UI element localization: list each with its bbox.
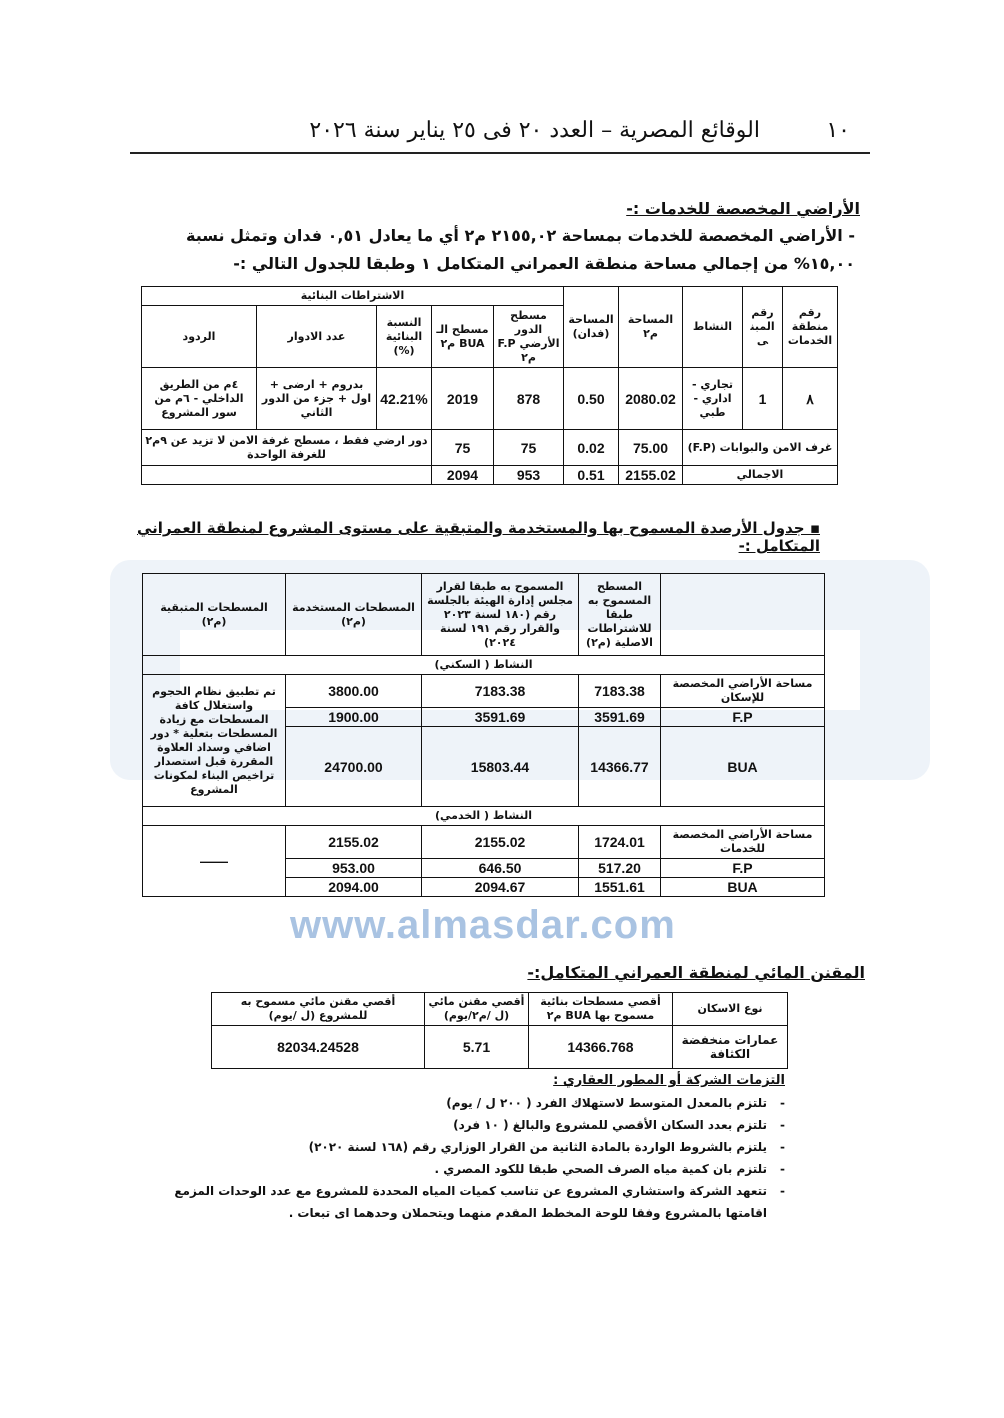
table-total-row [141, 466, 837, 485]
cell: 1551.61 [579, 878, 661, 897]
cell: 646.50 [422, 859, 579, 878]
services-section-label: النشاط ( الخدمي) [143, 807, 825, 826]
col-header: المسموح به طبقا لقرار مجلس إدارة الهيئة بالجلسة رقم (١٨٠ لسنة ٢٠٢٣ والقرار رقم ١٩١ لسنة ٢٠٢٤) [422, 574, 579, 656]
cell: غرف الامن والبوابات (F.P) [683, 430, 838, 466]
cell: 1900.00 [286, 708, 422, 727]
cell: ٤م من الطريق الداخلي - ٦م من سور المشروع [141, 368, 256, 430]
col-header: المساحة (فدان) [564, 287, 619, 368]
balances-table [142, 573, 825, 897]
section-heading-balances: ▪ جدول الأرصدة المسموح بها والمستخدمة والمتبقية على مستوى المشروع لمنطقة العمراني المتكامل :- [137, 519, 820, 555]
cell: 3591.69 [579, 708, 661, 727]
col-header: عدد الادوار [257, 306, 377, 368]
col-header: المسطحات المستخدمة (م٢) [286, 574, 422, 656]
page-header [130, 112, 870, 154]
list-item: - تلتزم بالمعدل المتوسط لاستهلاك الفرد ( ٢٠٠ ل / يوم) [130, 1092, 767, 1114]
cell: 14366.77 [579, 727, 661, 807]
cell: 2155.02 [619, 466, 683, 485]
cell: 5.71 [425, 1026, 529, 1069]
table-row [212, 1026, 788, 1069]
cell: 0.51 [564, 466, 619, 485]
cell: 1 [743, 368, 783, 430]
col-header: رقم المبنى [743, 287, 783, 368]
col-header: مسطح الـ BUA م٢ [432, 306, 494, 368]
cell: ٨ [783, 368, 838, 430]
cell: 0.02 [564, 430, 619, 466]
table-row [143, 826, 825, 859]
section-heading-water: المقنن المائي لمنطقة العمراني المتكامل:- [527, 963, 865, 982]
list-item: - تتعهد الشركة واستشاري المشروع عن تناسب كميات المياه المحددة للمشروع مع عدد الوحدات المزمع اقامتها بالمشروع وفقا للوحة المخطط المقدم منهما ويتحملان وحدهما اى تبعات . [130, 1180, 767, 1224]
table-row [141, 430, 837, 466]
remaining-dash: —— [143, 826, 286, 897]
col-header: مسطح الدور الأرضي F.P م٢ [494, 306, 564, 368]
cell: F.P [661, 708, 825, 727]
cell: 75 [494, 430, 564, 466]
cell: عمارات منخفضة الكثافة [673, 1026, 788, 1069]
cell: 2155.02 [286, 826, 422, 859]
table-row [143, 675, 825, 708]
cell: BUA [661, 878, 825, 897]
gazette-title: الوقائع المصرية – العدد ٢٠ فى ٢٥ يناير سنة ٢٠٢٦ [309, 118, 760, 143]
cell: 2094.67 [422, 878, 579, 897]
cell: 953.00 [286, 859, 422, 878]
col-header: الردود [141, 306, 256, 368]
cell [141, 466, 431, 485]
cell: 3591.69 [422, 708, 579, 727]
cell: مساحة الأراضي المخصصة للخدمات [661, 826, 825, 859]
services-land-table [141, 286, 838, 485]
col-header: المسطح المسموح به طبقا للاشتراطات الاصلية (م٢) [579, 574, 661, 656]
cell: 75.00 [619, 430, 683, 466]
group-header: الاشتراطات البنائية [141, 287, 563, 306]
cell: 82034.24528 [212, 1026, 425, 1069]
list-item: - تلتزم بان كمية مياه الصرف الصحي طبقا للكود المصري . [130, 1158, 767, 1180]
list-item: - يلتزم بالشروط الواردة بالمادة الثانية من القرار الوزاري رقم (١٦٨ لسنة ٢٠٢٠) [130, 1136, 767, 1158]
section-heading-services: الأراضي المخصصة للخدمات :- [626, 199, 860, 218]
cell: الاجمالي [683, 466, 838, 485]
cell: 14366.768 [529, 1026, 673, 1069]
col-header: المسطحات المتبقية (م٢) [143, 574, 286, 656]
col-header: أقصي مقنن مائي مسموح به للمشروع (ل /يوم) [212, 993, 425, 1026]
list-item: - تلتزم بعدد السكان الأقصي للمشروع والبالغ ( ١٠ فرد) [130, 1114, 767, 1136]
cell: 7183.38 [422, 675, 579, 708]
col-header: المساحة م٢ [619, 287, 683, 368]
cell: 2094 [432, 466, 494, 485]
cell: 75 [432, 430, 494, 466]
col-header: النسبة البنائية (%) [377, 306, 432, 368]
col-header: النشاط [683, 287, 743, 368]
cell: 2080.02 [619, 368, 683, 430]
col-header [661, 574, 825, 656]
cell: مساحة الأراضي المخصصة للإسكان [661, 675, 825, 708]
col-header: أقصي مقنن مائي (ل /م٢/يوم) [425, 993, 529, 1026]
remaining-note: تم تطبيق نظام الحجوم واستغلال كافة المسطحات مع زيادة المسطحات بتعلية * دور اضافي وسداد العلاوة المقررة قبل استصدار تراخيص البناء لمكونات المشروع [143, 675, 286, 807]
water-allowance-table [211, 992, 788, 1069]
obligations-heading: التزمات الشركة أو المطور العقاري : [553, 1073, 785, 1088]
cell: دور ارضي فقط ، مسطح غرفة الامن لا تزيد عن ٩م٢ للغرفة الواحدة [141, 430, 431, 466]
cell: 953 [494, 466, 564, 485]
cell: 42.21% [377, 368, 432, 430]
cell: 24700.00 [286, 727, 422, 807]
cell: بدروم + ارضى + اول + جزء من الدور الثاني [257, 368, 377, 430]
cell: 878 [494, 368, 564, 430]
cell: 1724.01 [579, 826, 661, 859]
page-body [130, 0, 870, 1224]
col-header: أقصي مسطحات بنائية مسموح بها BUA م٢ [529, 993, 673, 1026]
cell: 0.50 [564, 368, 619, 430]
col-header: رقم منطقة الخدمات [783, 287, 838, 368]
cell: تجاري - اداري - طبي [683, 368, 743, 430]
table-row [141, 368, 837, 430]
cell: 517.20 [579, 859, 661, 878]
cell: 2094.00 [286, 878, 422, 897]
cell: 2019 [432, 368, 494, 430]
site-watermark: www.almasdar.com [290, 903, 676, 947]
cell: 2155.02 [422, 826, 579, 859]
cell: 3800.00 [286, 675, 422, 708]
cell: F.P [661, 859, 825, 878]
col-header: نوع الاسكان [673, 993, 788, 1026]
residential-section-label: النشاط ( السكني) [143, 656, 825, 675]
services-paragraph: - الأراضي المخصصة للخدمات بمساحة ٢١٥٥,٠٢ م٢ أي ما يعادل ٠,٥١ فدان وتمثل نسبة ١٥,٠٠% من إجمالي مساحة منطقة العمراني المتكامل ١ وطبقا للجدول التالي :- [186, 226, 855, 273]
obligations-list [130, 1092, 785, 1224]
cell: 7183.38 [579, 675, 661, 708]
page-number: ١٠ [826, 118, 850, 143]
obligations-section [130, 1073, 785, 1224]
cell: 15803.44 [422, 727, 579, 807]
cell: BUA [661, 727, 825, 807]
